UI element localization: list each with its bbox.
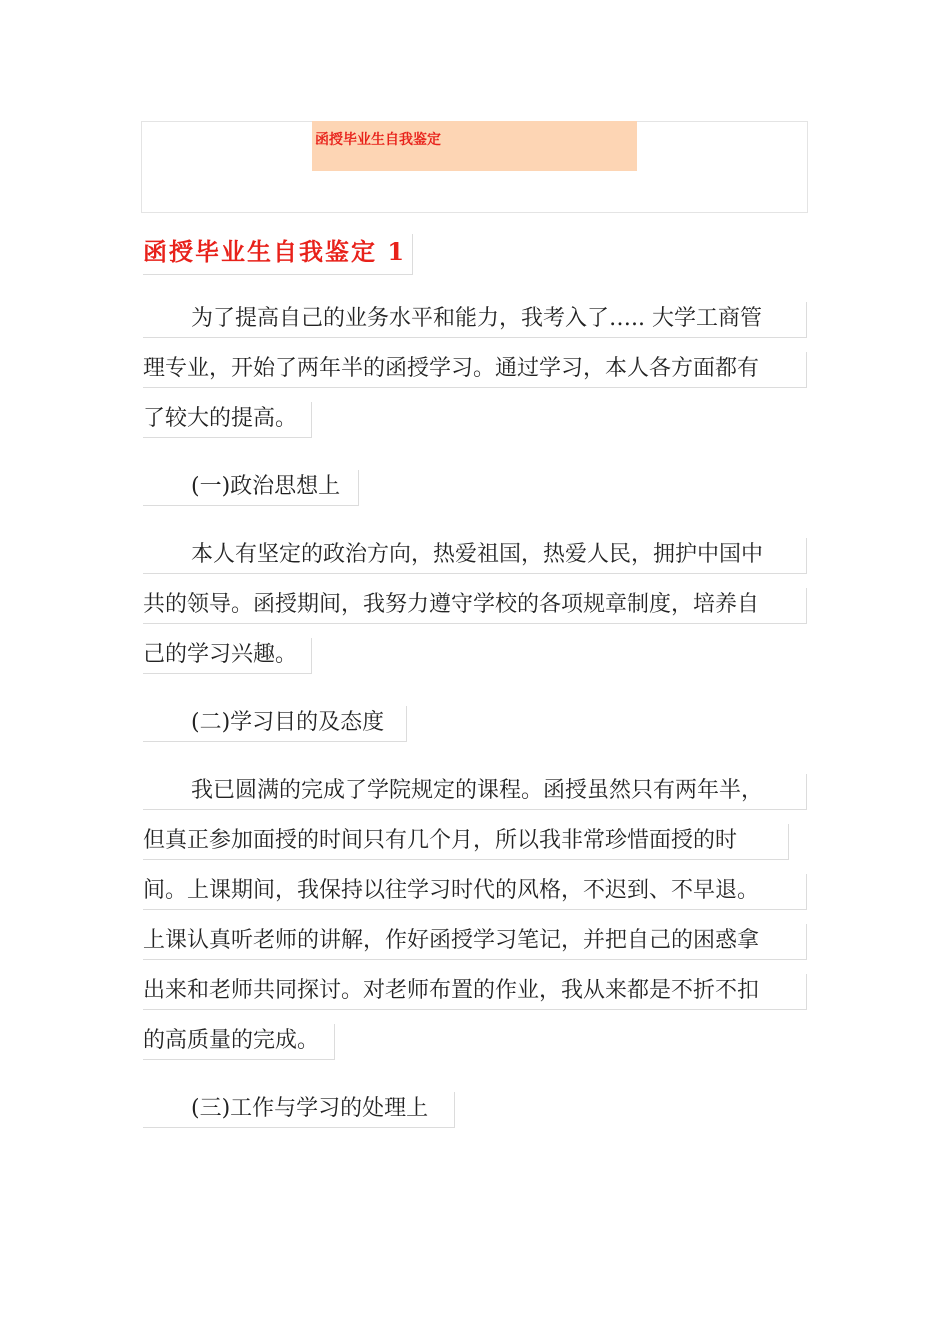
header-title: 函授毕业生自我鉴定 [315,132,441,148]
paragraph-line: 的高质量的完成。 [143,1024,335,1060]
paragraph-line: 为了提高自己的业务水平和能力，我考入了….. 大学工商管 [143,302,807,338]
section-heading: (二)学习目的及态度 [143,706,407,742]
paragraph-line: 本人有坚定的政治方向，热爱祖国，热爱人民，拥护中国中 [143,538,807,574]
document-title: 函授毕业生自我鉴定 1 [143,234,413,275]
paragraph-line: 了较大的提高。 [143,402,312,438]
section-heading: (三)工作与学习的处理上 [143,1092,455,1128]
paragraph-line: 己的学习兴趣。 [143,638,312,674]
paragraph-line: 共的领导。函授期间，我努力遵守学校的各项规章制度，培养自 [143,588,807,624]
paragraph-line: 我已圆满的完成了学院规定的课程。函授虽然只有两年半， [143,774,807,810]
paragraph-line: 上课认真听老师的讲解，作好函授学习笔记，并把自己的困惑拿 [143,924,807,960]
paragraph-line: 间。上课期间，我保持以往学习时代的风格，不迟到、不早退。 [143,874,807,910]
section-heading: (一)政治思想上 [143,470,359,506]
paragraph-line: 出来和老师共同探讨。对老师布置的作业，我从来都是不折不扣 [143,974,807,1010]
paragraph-line: 理专业，开始了两年半的函授学习。通过学习，本人各方面都有 [143,352,807,388]
paragraph-line: 但真正参加面授的时间只有几个月，所以我非常珍惜面授的时 [143,824,789,860]
